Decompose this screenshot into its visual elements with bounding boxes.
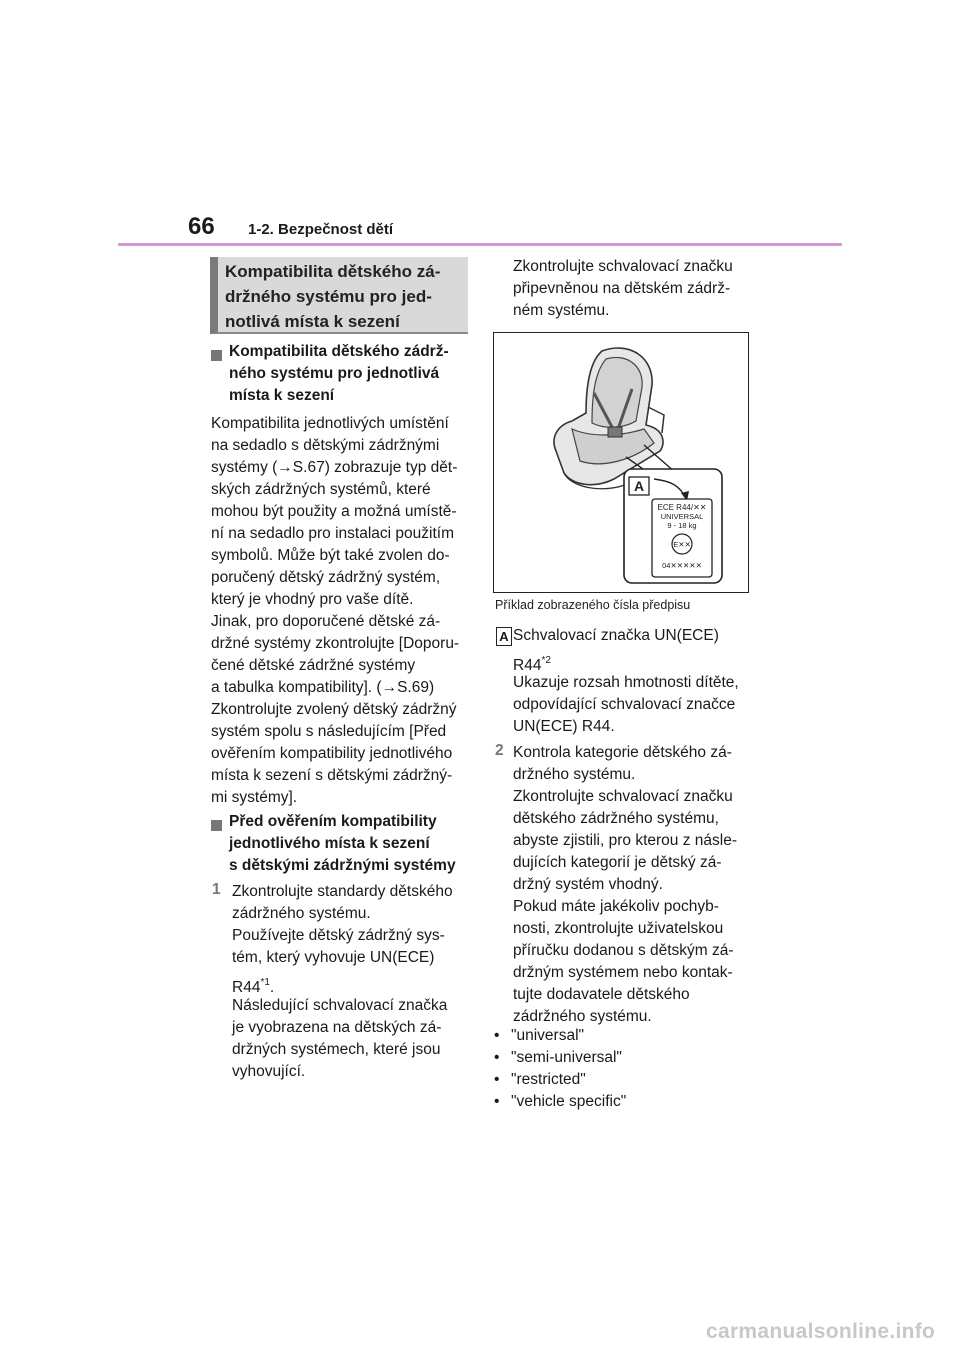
watermark: carmanualsonline.info bbox=[706, 1320, 936, 1343]
paragraph-line: ověřením kompatibility jednotlivého bbox=[211, 745, 453, 762]
step-line: Zkontrolujte schvalovací značku bbox=[513, 788, 733, 805]
step-line: zádržného systému. bbox=[232, 905, 371, 922]
section-heading bbox=[210, 257, 468, 334]
page-number: 66 bbox=[188, 213, 215, 240]
r44-text: R44 bbox=[232, 979, 261, 996]
step-line: Zkontrolujte standardy dětského bbox=[232, 883, 453, 900]
subheading-line: ného systému pro jednotlivá bbox=[229, 365, 440, 382]
paragraph-line: který je vhodný pro vaše dítě. bbox=[211, 591, 414, 608]
paragraph-line: mohou být použity a možná umístě- bbox=[211, 503, 457, 520]
heading-line: držného systému pro jed- bbox=[225, 287, 432, 306]
label-standard: ECE R44/✕✕ bbox=[657, 503, 707, 512]
paragraph-line: Kompatibilita jednotlivých umístění bbox=[211, 415, 449, 432]
step-line: Kontrola kategorie dětského zá- bbox=[513, 744, 732, 761]
figure-callout: A bbox=[633, 478, 645, 494]
item-line: UN(ECE) R44. bbox=[513, 718, 615, 735]
child-seat-illustration bbox=[493, 332, 749, 593]
period-text: . bbox=[269, 979, 275, 996]
callout-badge: A bbox=[496, 627, 512, 646]
subheading-line: s dětskými zádržnými systémy bbox=[229, 857, 456, 874]
paragraph-line: systém spolu s následujícím [Před bbox=[211, 723, 447, 740]
subheading-line: Před ověřením kompatibility bbox=[229, 813, 437, 830]
footnote-ref: *1 bbox=[260, 977, 270, 988]
subheading-line: jednotlivého místa k sezení bbox=[229, 835, 430, 852]
step-line: Následující schvalovací značka bbox=[232, 997, 448, 1014]
step-number: 2 bbox=[495, 742, 504, 759]
step-number: 1 bbox=[212, 881, 221, 898]
item-line: Schvalovací značka UN(ECE) bbox=[513, 627, 719, 644]
list-item: "universal" bbox=[511, 1027, 585, 1044]
subheading-line: místa k sezení bbox=[229, 387, 335, 404]
step-line: nosti, zkontrolujte uživatelskou bbox=[513, 920, 724, 937]
paragraph-line: ských zádržných systémů, které bbox=[211, 481, 431, 498]
step-line: je vyobrazena na dětských zá- bbox=[232, 1019, 442, 1036]
item-line: Ukazuje rozsah hmotnosti dítěte, bbox=[513, 674, 739, 691]
step-line: držný systém vhodný. bbox=[513, 876, 663, 893]
list-item: "restricted" bbox=[511, 1071, 586, 1088]
step-line: zádržného systému. bbox=[513, 1008, 652, 1025]
header-rule bbox=[118, 243, 842, 246]
intro-line: ném systému. bbox=[513, 302, 610, 319]
paragraph-line: a tabulka kompatibility]. (→S.69) bbox=[211, 679, 435, 696]
paragraph-line: čené dětské zádržné systémy bbox=[211, 657, 416, 674]
heading-line: Kompatibilita dětského zá- bbox=[225, 262, 441, 281]
paragraph-line: systémy (→S.67) zobrazuje typ dět- bbox=[211, 459, 458, 476]
paragraph-line: mi systémy]. bbox=[211, 789, 298, 806]
paragraph-line: ní na sedadlo pro instalaci použitím bbox=[211, 525, 454, 542]
paragraph-line: poručený dětský zádržný systém, bbox=[211, 569, 441, 586]
label-category: UNIVERSAL bbox=[660, 512, 704, 521]
step-line: Používejte dětský zádržný sys- bbox=[232, 927, 445, 944]
footnote-ref: *2 bbox=[541, 655, 551, 666]
bullet-dot: • bbox=[494, 1049, 500, 1066]
step-line: tujte dodavatele dětského bbox=[513, 986, 690, 1003]
paragraph-line: symbolů. Může být také zvolen do- bbox=[211, 547, 450, 564]
square-bullet-icon bbox=[211, 350, 222, 361]
step-line: dujících kategorií je dětský zá- bbox=[513, 854, 722, 871]
step-line: abyste zjistili, pro kterou z násle- bbox=[513, 832, 737, 849]
step-line: držných systémech, které jsou bbox=[232, 1041, 441, 1058]
r44-text: R44 bbox=[513, 657, 542, 674]
intro-line: připevněnou na dětském zádrž- bbox=[513, 280, 731, 297]
figure-caption: Příklad zobrazeného čísla předpisu bbox=[495, 598, 691, 612]
step-line: vyhovující. bbox=[232, 1063, 306, 1080]
heading-line: notlivá místa k sezení bbox=[225, 312, 400, 331]
square-bullet-icon bbox=[211, 820, 222, 831]
intro-line: Zkontrolujte schvalovací značku bbox=[513, 258, 733, 275]
step-line: tém, který vyhovuje UN(ECE) bbox=[232, 949, 435, 966]
step-line: držným systémem nebo kontak- bbox=[513, 964, 733, 981]
paragraph-line: Jinak, pro doporučené dětské zá- bbox=[211, 613, 441, 630]
label-weight: 9 - 18 kg bbox=[667, 521, 697, 530]
paragraph-line: místa k sezení s dětskými zádržný- bbox=[211, 767, 453, 784]
step-line: držného systému. bbox=[513, 766, 636, 783]
item-line: odpovídající schvalovací značce bbox=[513, 696, 736, 713]
e-mark-text: E✕✕ bbox=[673, 540, 691, 549]
paragraph-line: držné systémy zkontrolujte [Doporu- bbox=[211, 635, 460, 652]
label-code: 04✕✕✕✕✕ bbox=[662, 561, 702, 570]
step-line: Pokud máte jakékoliv pochyb- bbox=[513, 898, 719, 915]
paragraph-line: Zkontrolujte zvolený dětský zádržný bbox=[211, 701, 457, 718]
child-seat-drawing bbox=[494, 333, 748, 592]
list-item: "vehicle specific" bbox=[511, 1093, 627, 1110]
list-item: "semi-universal" bbox=[511, 1049, 622, 1066]
section-title: 1-2. Bezpečnost dětí bbox=[248, 221, 394, 238]
subheading-line: Kompatibilita dětského zádrž- bbox=[229, 343, 449, 360]
bullet-dot: • bbox=[494, 1093, 500, 1110]
bullet-dot: • bbox=[494, 1027, 500, 1044]
step-line: dětského zádržného systému, bbox=[513, 810, 719, 827]
step-line: příručku dodanou s dětským zá- bbox=[513, 942, 734, 959]
bullet-dot: • bbox=[494, 1071, 500, 1088]
paragraph-line: na sedadlo s dětskými zádržnými bbox=[211, 437, 440, 454]
